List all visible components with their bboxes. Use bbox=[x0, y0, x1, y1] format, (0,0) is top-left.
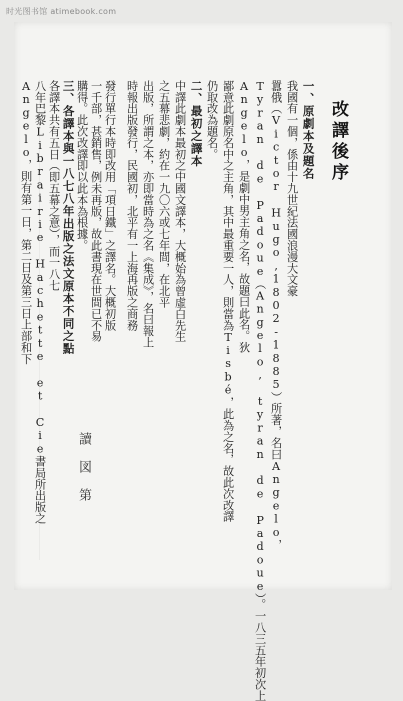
section-heading-first-translation: 二、最初之譯本 bbox=[189, 80, 204, 168]
text-column: 一千部，甚銷售，例未再版，故此書現在世間已不易 bbox=[89, 80, 103, 343]
page-footer-label: 讀 図 第 bbox=[76, 432, 91, 501]
text-column: 中譯此劇本最初之中國文譯本，大概始為曾虛白先生 bbox=[173, 80, 187, 343]
text-column: 八年巴黎Librairie Hachette et Cie書局所出版之 bbox=[33, 80, 47, 524]
section-heading-differences: 三、各譯本與一八七八年出版之法文原本不同之點 bbox=[61, 80, 76, 355]
book-spread bbox=[14, 22, 392, 701]
text-column: 囂俄（Victor Hugo,1802-1885）所著，名曰Angelo， bbox=[269, 80, 283, 551]
text-column: 之五幕悲劇，約在一九〇六或七年間，在北平 bbox=[157, 80, 171, 308]
text-column: 各譯本共有五日（即五幕之意），而一八七 bbox=[47, 80, 61, 291]
page-title: 改譯後序 bbox=[328, 100, 348, 184]
text-column: 鄙意此劇原名中之主角，其中最重要一人，則當為Tisbé，此為之名，故此次改譯 bbox=[221, 80, 235, 523]
text-column: 仍取改為題名。 bbox=[205, 80, 219, 160]
section-heading-original-title: 一、原劇本及題名 bbox=[301, 80, 316, 180]
watermark-text: 时光图书馆 atimebook.com bbox=[6, 7, 117, 16]
text-column: 出版，所謂之本，亦即當時為之名《集成》，名曰報上 bbox=[141, 80, 155, 348]
text-column: 時報出版發行，民國初，北平有一上海再版之商務 bbox=[125, 80, 139, 331]
text-column: Tyran de Padoue（Angelo, tyran de Padoue）。一八三五年初次上 bbox=[253, 80, 267, 701]
text-column: Angelo，是劇中男主角之名，故題曰此名。狄 bbox=[237, 80, 251, 353]
text-column: Angelo，則有第一日，第二日及第三日上部和下 bbox=[19, 80, 33, 365]
text-column: 發行單行本時即改用「項日鐵」之譯名。大概初版 bbox=[103, 80, 117, 331]
text-column: 我國有一個，係由十九世紀法國浪漫大文豪 bbox=[285, 80, 299, 297]
text-column: 購得。此次改譯即以此本為根據。 bbox=[75, 80, 89, 251]
